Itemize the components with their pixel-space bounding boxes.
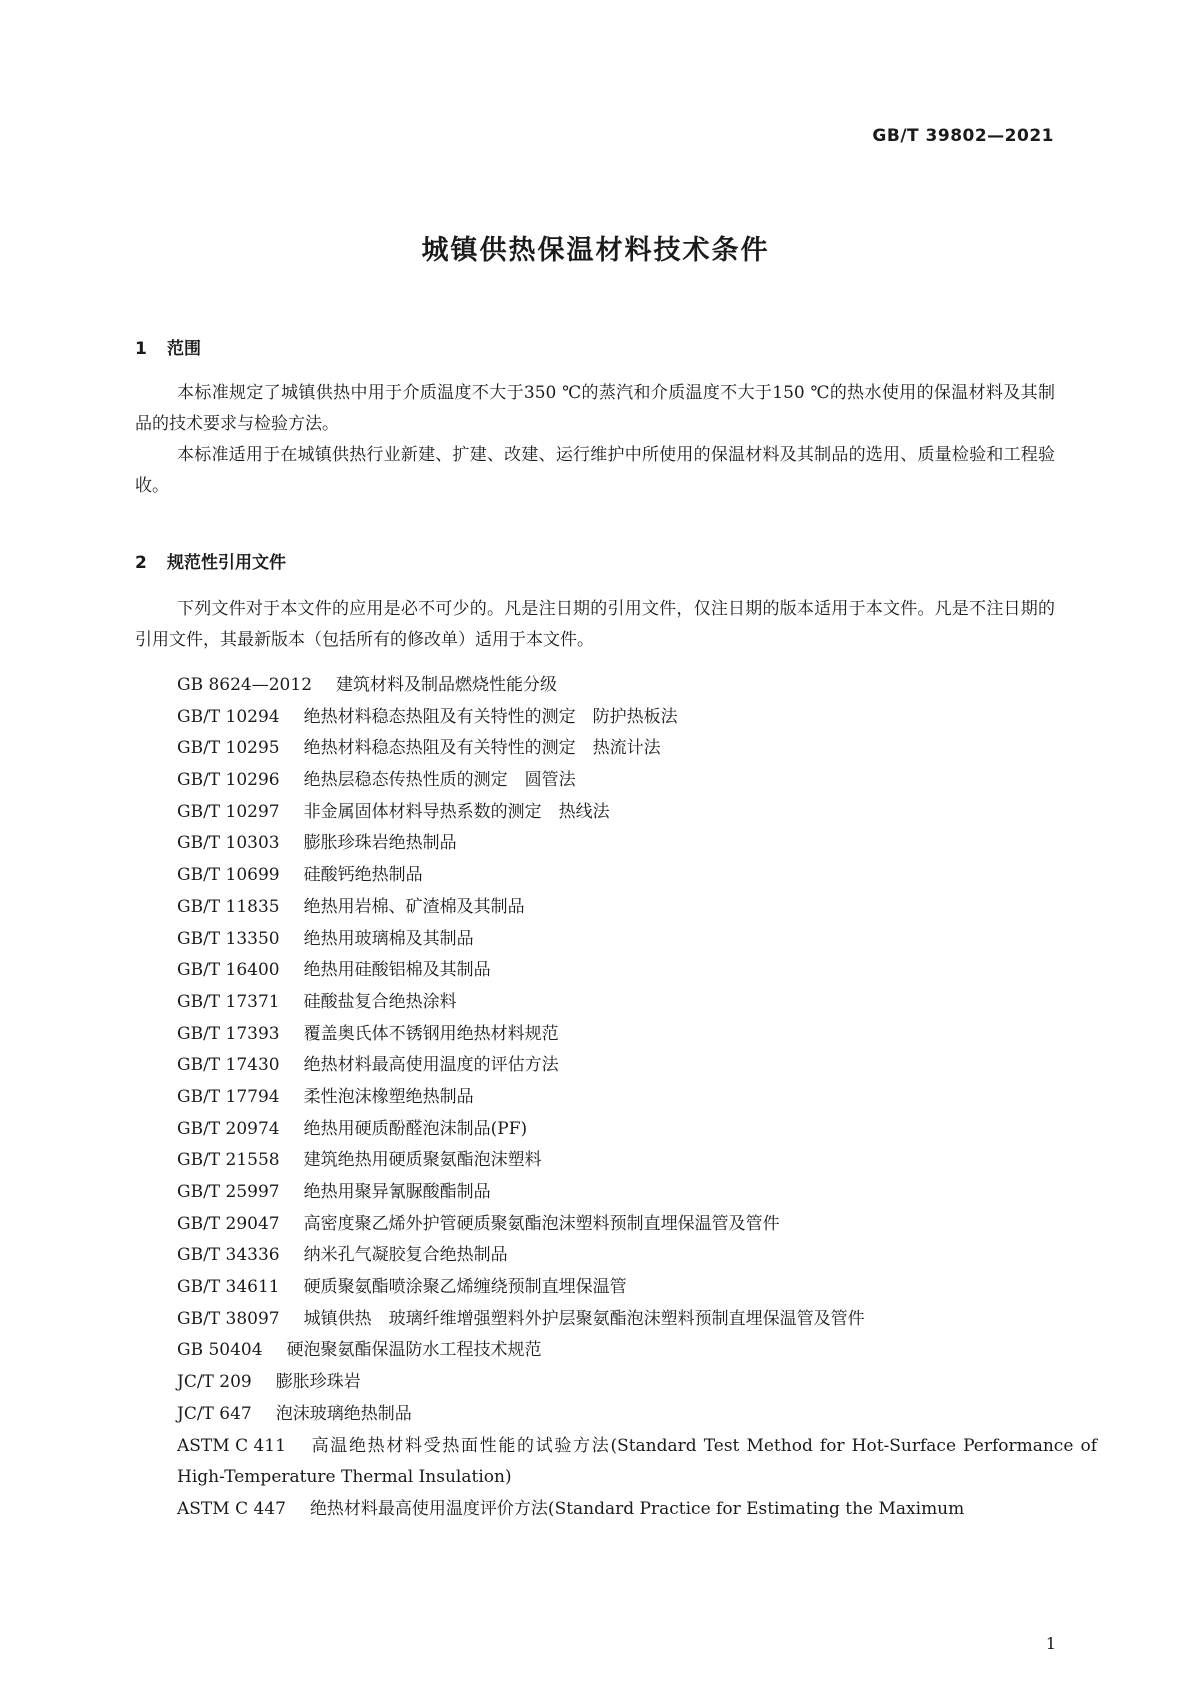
reference-item bbox=[177, 1177, 1057, 1209]
standard-code: GB/T 39802—2021 bbox=[872, 126, 1054, 146]
reference-title: 柔性泡沫橡塑绝热制品 bbox=[303, 1086, 474, 1107]
reference-list bbox=[177, 670, 1097, 1525]
reference-code: GB/T 29047 bbox=[177, 1213, 280, 1234]
reference-code: GB/T 10294 bbox=[177, 706, 280, 727]
reference-item bbox=[177, 1272, 1057, 1304]
reference-code: GB 50404 bbox=[177, 1340, 263, 1361]
paragraph: 本标准适用于在城镇供热行业新建、扩建、改建、运行维护中所使用的保温材料及其制品的选用、质量检验和工程验收。 bbox=[135, 445, 1055, 496]
reference-code: GB/T 10699 bbox=[177, 865, 280, 886]
section-heading-scope bbox=[135, 334, 201, 359]
reference-code: GB/T 38097 bbox=[177, 1308, 280, 1329]
reference-code: GB/T 16400 bbox=[177, 960, 280, 981]
reference-title: 膨胀珍珠岩绝热制品 bbox=[303, 833, 457, 854]
reference-item bbox=[177, 828, 1057, 860]
reference-code: GB/T 10303 bbox=[177, 833, 280, 854]
reference-code: JC/T 209 bbox=[177, 1372, 252, 1393]
reference-code: GB/T 20974 bbox=[177, 1118, 280, 1139]
reference-title: 绝热用玻璃棉及其制品 bbox=[303, 928, 474, 949]
reference-item bbox=[177, 670, 1057, 702]
reference-item bbox=[177, 1145, 1057, 1177]
reference-code: GB/T 17794 bbox=[177, 1086, 280, 1107]
section-number: 1 bbox=[135, 339, 147, 359]
reference-item bbox=[135, 1431, 1097, 1494]
reference-item bbox=[177, 1335, 1057, 1367]
reference-title: 建筑绝热用硬质聚氨酯泡沫塑料 bbox=[303, 1150, 542, 1171]
reference-item bbox=[177, 1367, 1057, 1399]
reference-title: 绝热材料最高使用温度的评估方法 bbox=[303, 1055, 559, 1076]
reference-code: GB/T 17371 bbox=[177, 991, 280, 1012]
reference-code: GB/T 13350 bbox=[177, 928, 280, 949]
reference-item bbox=[177, 1240, 1057, 1272]
reference-item bbox=[177, 955, 1057, 987]
reference-title: 绝热层稳态传热性质的测定 圆管法 bbox=[303, 770, 576, 791]
reference-item bbox=[177, 1082, 1057, 1114]
paragraph: 下列文件对于本文件的应用是必不可少的。凡是注日期的引用文件，仅注日期的版本适用于本文件。凡是不注日期的引用文件，其最新版本（包括所有的修改单）适用于本文件。 bbox=[135, 599, 1055, 650]
section-title: 规范性引用文件 bbox=[167, 553, 286, 573]
reference-title: 绝热材料稳态热阻及有关特性的测定 防护热板法 bbox=[303, 706, 678, 727]
document-title: 城镇供热保温材料技术条件 bbox=[421, 235, 770, 266]
reference-title: 高温绝热材料受热面性能的试验方法(Standard Test Method for Hot-Surface Performance of High-Temperature Thermal Insulation) bbox=[177, 1435, 1097, 1487]
reference-code: GB/T 34611 bbox=[177, 1277, 280, 1298]
reference-code: GB/T 17430 bbox=[177, 1055, 280, 1076]
reference-code: GB/T 17393 bbox=[177, 1023, 280, 1044]
reference-title: 膨胀珍珠岩 bbox=[275, 1372, 361, 1393]
reference-item bbox=[177, 860, 1057, 892]
reference-title: 绝热材料稳态热阻及有关特性的测定 热流计法 bbox=[303, 738, 661, 759]
reference-item bbox=[177, 797, 1057, 829]
reference-code: GB 8624—2012 bbox=[177, 675, 313, 695]
reference-item bbox=[177, 1209, 1057, 1241]
reference-code: GB/T 10296 bbox=[177, 770, 280, 791]
section-title: 范围 bbox=[167, 339, 201, 359]
page-number: 1 bbox=[1045, 1634, 1056, 1653]
reference-title: 覆盖奥氏体不锈钢用绝热材料规范 bbox=[303, 1023, 559, 1044]
reference-code: GB/T 10297 bbox=[177, 801, 280, 822]
reference-title: 纳米孔气凝胶复合绝热制品 bbox=[303, 1245, 508, 1266]
reference-title: 绝热用聚异氰脲酸酯制品 bbox=[303, 1182, 491, 1202]
reference-title: 硅酸盐复合绝热涂料 bbox=[303, 991, 457, 1012]
reference-code: GB/T 11835 bbox=[177, 896, 280, 917]
section-heading-normative-references bbox=[135, 548, 286, 573]
reference-item bbox=[177, 1019, 1057, 1051]
reference-item bbox=[177, 765, 1057, 797]
reference-item bbox=[177, 987, 1057, 1019]
reference-title: 泡沫玻璃绝热制品 bbox=[275, 1403, 412, 1424]
reference-title: 绝热材料最高使用温度评价方法(Standard Practice for Estimating the Maximum bbox=[309, 1498, 965, 1519]
reference-item bbox=[177, 892, 1057, 924]
reference-code: GB/T 25997 bbox=[177, 1182, 280, 1202]
reference-item bbox=[177, 1494, 1057, 1526]
reference-title: 硬质聚氨酯喷涂聚乙烯缠绕预制直埋保温管 bbox=[303, 1277, 627, 1298]
section-number: 2 bbox=[135, 553, 147, 573]
reference-title: 绝热用硅酸铝棉及其制品 bbox=[303, 960, 491, 981]
reference-title: 非金属固体材料导热系数的测定 热线法 bbox=[303, 801, 610, 822]
reference-item bbox=[177, 1050, 1057, 1082]
reference-title: 硬泡聚氨酯保温防水工程技术规范 bbox=[286, 1340, 542, 1361]
reference-item bbox=[177, 1304, 1057, 1336]
reference-code: ASTM C 447 bbox=[177, 1498, 286, 1519]
reference-code: ASTM C 411 bbox=[177, 1435, 286, 1456]
reference-title: 建筑材料及制品燃烧性能分级 bbox=[336, 675, 558, 695]
reference-title: 高密度聚乙烯外护管硬质聚氨酯泡沫塑料预制直埋保温管及管件 bbox=[303, 1213, 780, 1234]
reference-item bbox=[177, 1114, 1057, 1146]
paragraph: 本标准规定了城镇供热中用于介质温度不大于350 ℃的蒸汽和介质温度不大于150 ℃的热水使用的保温材料及其制品的技术要求与检验方法。 bbox=[135, 383, 1055, 434]
reference-title: 绝热用岩棉、矿渣棉及其制品 bbox=[303, 896, 525, 917]
reference-code: GB/T 34336 bbox=[177, 1245, 280, 1266]
reference-code: JC/T 647 bbox=[177, 1403, 252, 1424]
reference-code: GB/T 21558 bbox=[177, 1150, 280, 1171]
reference-title: 绝热用硬质酚醛泡沫制品(PF) bbox=[303, 1118, 528, 1139]
reference-item bbox=[177, 702, 1057, 734]
reference-title: 硅酸钙绝热制品 bbox=[303, 865, 423, 886]
reference-code: GB/T 10295 bbox=[177, 738, 280, 759]
reference-title: 城镇供热 玻璃纤维增强塑料外护层聚氨酯泡沫塑料预制直埋保温管及管件 bbox=[303, 1308, 865, 1329]
reference-item bbox=[177, 733, 1057, 765]
reference-item bbox=[177, 924, 1057, 956]
reference-item bbox=[177, 1399, 1057, 1431]
